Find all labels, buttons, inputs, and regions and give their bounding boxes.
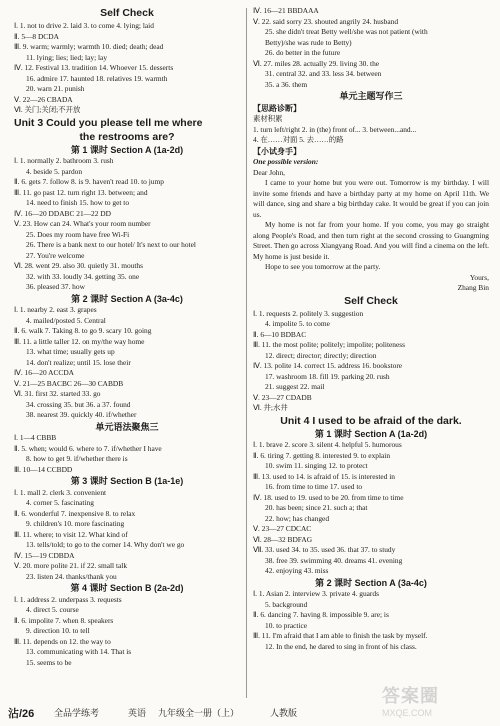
answer-line: 4. impolite 5. to come [265,319,330,328]
essay-paragraph: I came to your home but you were out. Tomorrow is my birthday. I will invite some friends and have a birthday party at my home on April 11th. We will dance, sing and share a big birthday cake. It would be great if you can join us. [253,178,489,219]
answer-line: Ⅳ. 13. polite 14. correct 15. address 16. bookstore [253,361,403,370]
grade-label: 九年级全一册（上） [158,708,240,718]
answer-line: Ⅴ. 21—25 BACBC 26—30 CABDB [14,378,124,388]
unit-title: Unit 4 I used to be afraid of the dark. [280,414,462,427]
answer-line: Ⅱ. 6. dancing 7. having 8. impossible 9. are; is [253,610,389,619]
answer-line: 17. washroom 18. fill 19. parking 20. rush [265,371,390,381]
answer-line: Ⅰ. 1. nearby 2. east 3. grapes [14,305,97,314]
answer-line: 36. pleased 37. how [26,282,85,291]
answer-line: 20. has been; since 21. such a; that [265,503,368,512]
answer-line: Ⅰ. 1. normally 2. bathroom 3. rush [14,156,114,165]
lesson-heading: 第 4 课时 Section B (2a-2d) [70,583,184,593]
answer-line: Ⅳ. 18. used to 19. used to be 20. from time to time [253,492,404,502]
lesson-heading: 第 2 课时 Section A (3a-4c) [71,293,183,304]
answer-line: 13. tells/told; to go to the corner 14. Why don't we go [26,540,185,549]
watermark-logo [382,682,492,722]
answer-line: 11. lying; lies; lied; lay; lay [26,52,108,62]
answer-line: Ⅴ. 22. said sorry 23. shouted angrily 24. husband [253,16,399,26]
answer-line: Ⅴ. 23—27 CDADB [253,392,312,402]
version-label: One possible version: [253,157,319,166]
answer-line: Ⅱ. 5. when; would 6. where to 7. if/whether I have [14,443,162,453]
lesson-heading: 单元语法聚焦三 [95,421,159,432]
answer-line: Ⅱ. 6—10 BDBAC [253,329,307,339]
answer-line: 26. There is a bank next to our hotel/ It's next to our hotel [26,240,196,249]
subject-name: 英语 [128,708,147,718]
right-column [253,6,489,652]
answer-line: 23. listen 24. thanks/thank you [26,571,117,581]
signature-line: Yours, [469,272,489,282]
answer-line: 10. to practice [265,620,308,630]
answer-line: Ⅵ. 井;水井 [253,403,288,412]
essay-paragraph: My home is not far from your home. If you come, you may go straight along People's Road, and then turn right at the second crossing to Guangming Street. Then go across Xiangyang Road. And you will find a cinema on the left. My home is just beside it. [253,220,489,261]
answer-line: 31. central 32. and 33. less 34. between [265,69,382,78]
answer-line: Ⅲ. 11. where; to visit 12. What kind of [14,529,128,539]
answer-line: Ⅲ. 11. a little taller 12. on my/the way home [14,336,145,346]
lesson-heading: 第 3 课时 Section B (1a-1e) [70,476,184,486]
answer-line: Ⅳ. 12. Festival 13. tradition 14. Whoever 15. desserts [14,63,174,72]
lesson-heading: 第 1 课时 Section A (1a-2d) [314,428,428,439]
answer-line: Ⅲ. 10—14 CCBDD [14,464,73,474]
unit-title: the restrooms are? [79,130,175,143]
answer-line: Ⅱ. 6. tiring 7. getting 8. interested 9. to explain [253,450,391,460]
answer-line: Ⅲ. 9. warm; warmly; warmth 10. died; death; dead [14,42,164,51]
answer-line: Ⅰ. 1—4 CBBB [14,433,57,442]
section-heading: Self Check [100,7,154,19]
answer-line: 32. with 33. loudly 34. getting 35. one [26,271,140,281]
answer-line: 12. In the end, he dared to sing in front of his class. [265,641,417,651]
answer-line: Ⅵ. 28. went 29. also 30. quietly 31. mouths [14,261,143,270]
answer-line: 12. direct; director; directly; direction [265,350,377,360]
answer-line: 38. nearest 39. quickly 40. if/whether [26,410,137,419]
lesson-heading: 第 1 课时 Section A (1a-2d) [70,144,184,155]
answer-line: 9. children's 10. more fascinating [26,519,125,528]
answer-line: 20. warn 21. punish [26,84,85,93]
watermark-logo-text: 答案圈 [382,686,439,706]
answer-line: 14. don't realize; until 15. lose their [26,357,131,367]
answer-line: 4. direct 5. course [26,605,79,614]
answer-line: Ⅵ. 关门;关闭;不开放 [14,105,81,114]
answer-line: 8. how to get 9. if/whether there is [26,454,128,463]
edition-label: 人教版 [270,708,298,718]
watermark-url: MXQE.COM [382,708,433,718]
answer-line: 21. suggest 22. mail [265,382,325,391]
answer-line: 13. what time; usually gets up [26,347,115,356]
answer-line: Ⅳ. 16—20 ACCDA [14,368,74,377]
lesson-heading: 单元主题写作三 [339,91,403,101]
answer-line: Ⅵ. 27. miles 28. actually 29. living 30. the [253,58,380,68]
answer-line: Ⅳ. 16—20 DDABC 21—22 DD [14,208,111,218]
answer-line: Ⅲ. 11. the most polite; politely; impolite; politeness [253,340,406,349]
sub-heading: 【小试身手】 [253,146,301,156]
answer-line: Ⅱ. 6. gets 7. follow 8. is 9. haven't read 10. to jump [14,177,164,186]
answer-line: Ⅴ. 20. more polite 21. if 22. small talk [14,561,128,570]
left-column [14,6,240,668]
answer-line: 42. enjoying 43. miss [265,566,329,575]
column-divider [246,8,247,698]
answer-line: Ⅴ. 22—26 CBADA [14,94,73,104]
answer-line: 15. seems to be [26,657,72,667]
series-name: 全品学练考 [54,708,100,718]
essay-paragraph: Hope to see you tomorrow at the party. [265,262,381,271]
answer-line: Ⅱ. 6. walk 7. Taking 8. to go 9. scary 10. going [14,326,152,335]
answer-line: 4. mailed/posted 5. Central [26,315,106,325]
answer-line: 27. You're welcome [26,250,85,260]
answer-line: 14. need to finish 15. how to get to [26,198,130,207]
sub-heading: 【思路诊断】 [253,103,301,113]
answer-line: Ⅰ. 1. Asian 2. interview 3. private 4. guards [253,589,379,598]
answer-line: 素材积累 [253,114,283,123]
answer-line: 1. turn left/right 2. in (the) front of... 3. between...and... [253,124,417,134]
answer-line: 35. a 36. them [265,79,308,89]
answer-line: Ⅰ. 1. address 2. underpass 3. requests [14,594,122,604]
answer-line: 4. 在……对面 5. 去……的路 [253,135,344,144]
answer-line: Ⅱ. 6. impolite 7. when 8. speakers [14,615,114,625]
answer-line: 16. admire 17. haunted 18. relatives 19. warmth [26,73,168,83]
answer-line: Ⅲ. 13. used to 14. is afraid of 15. is interested in [253,471,396,481]
answer-line: Ⅵ. 31. first 32. started 33. go [14,389,101,398]
answer-line: Betty)/she was rude to Betty) [265,37,352,47]
answer-line: 38. free 39. swimming 40. dreams 41. evening [265,555,403,565]
answer-line: 25. Does my room have free Wi-Fi [26,229,130,239]
answer-line: Ⅲ. 11. depends on 12. the way to [14,636,111,646]
unit-title: Unit 3 Could you please tell me where [14,116,203,129]
answer-line: Ⅳ. 16—21 BBDAAA [253,6,319,15]
answer-line: Ⅴ. 23. How can 24. What's your room number [14,219,151,228]
answer-line: Ⅰ. 1. brave 2. score 3. silent 4. helpful 5. humorous [253,440,402,449]
answer-line: Ⅲ. 11. go past 12. turn right 13. between; and [14,187,148,197]
answer-line: Ⅱ. 5—8 DCDA [14,31,59,41]
answer-line: 26. do better in the future [265,48,341,57]
answer-line: Ⅱ. 6. wonderful 7. inexpensive 8. to relax [14,508,136,518]
answer-line: Ⅶ. 33. used 34. to 35. used 36. that 37. to study [253,545,396,554]
section-heading: Self Check [344,294,398,307]
lesson-heading: 第 2 课时 Section A (3a-4c) [315,577,427,588]
answer-line: Ⅰ. 1. not to drive 2. laid 3. to come 4. lying; laid [14,21,154,30]
answer-line: Ⅰ. 1. mall 2. clerk 3. convenient [14,487,107,497]
answer-line: 25. she didn't treat Betty well/she was not patient (with [265,27,428,36]
answer-line: Ⅰ. 1. requests 2. politely 3. suggestion [253,308,364,318]
answer-line: 22. how; has changed [265,513,330,523]
answer-line: 13. communicating with 14. That is [26,647,132,656]
answer-line: 4. beside 5. pardon [26,166,83,176]
signature-line: Zhang Bin [457,283,489,292]
answer-line: Ⅲ. 11. I'm afraid that I am able to finish the task by myself. [253,631,428,640]
answer-line: 34. crossing 35. but 36. a 37. found [26,399,131,409]
answer-line: 16. from time to time 17. used to [265,482,363,491]
answer-line: 10. swim 11. singing 12. to protect [265,461,368,470]
answer-line: Ⅳ. 15—19 CDBDA [14,550,75,560]
answer-line: Ⅵ. 28—32 BDFAG [253,534,313,544]
answer-line: 5. background [265,599,308,609]
page-number: 沾/26 [8,708,35,720]
answer-line: 4. corner 5. fascinating [26,498,94,507]
answer-line: 9. direction 10. to tell [26,626,90,635]
answer-line: Dear John, [253,167,286,177]
answer-line: Ⅴ. 23—27 CDCAC [253,524,312,533]
